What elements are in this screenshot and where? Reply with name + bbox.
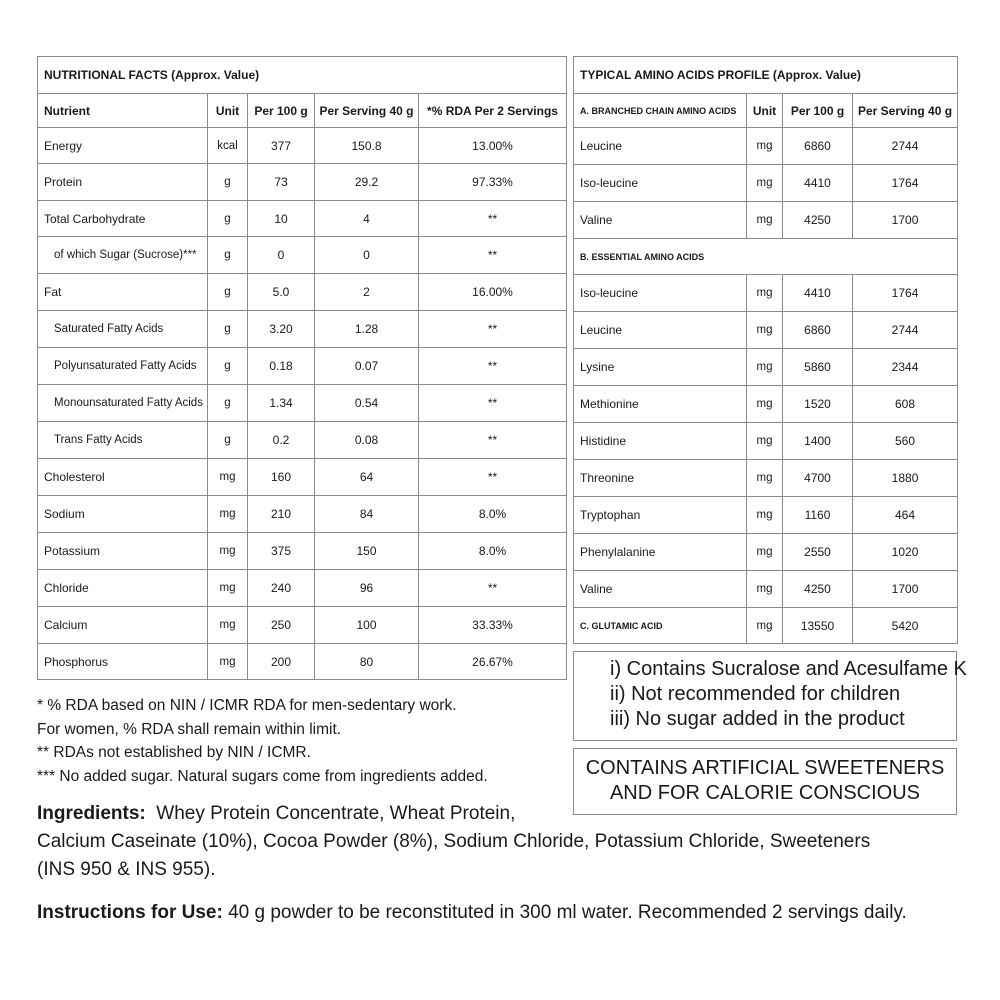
per-serving-cell: 0.54 xyxy=(315,385,419,422)
rda-cell: ** xyxy=(419,570,567,607)
unit-cell: mg xyxy=(747,386,783,423)
ingredients-text: Whey Protein Concentrate, Wheat Protein, xyxy=(156,803,516,824)
amino-acid-name: Histidine xyxy=(574,423,747,460)
table-row xyxy=(574,312,958,349)
per-100g-cell: 6860 xyxy=(783,312,853,349)
per-100g-cell: 160 xyxy=(248,459,315,496)
per-100g-cell: 200 xyxy=(248,644,315,680)
per-100g-cell: 5.0 xyxy=(248,274,315,311)
claim-item: iii) No sugar added in the product xyxy=(610,708,905,730)
per-serving-cell: 2744 xyxy=(853,128,958,165)
table-row xyxy=(38,570,567,607)
amino-acid-name: Leucine xyxy=(574,312,747,349)
nutrition-table-title: NUTRITIONAL FACTS (Approx. Value) xyxy=(38,57,567,94)
rda-cell: 8.0% xyxy=(419,496,567,533)
table-row xyxy=(574,534,958,571)
header-per-100g: Per 100 g xyxy=(783,94,853,128)
per-100g-cell: 1.34 xyxy=(248,385,315,422)
table-row xyxy=(38,385,567,422)
footnote: *** No added sugar. Natural sugars come from ingredients added. xyxy=(37,767,488,785)
table-row xyxy=(38,274,567,311)
rda-cell: 26.67% xyxy=(419,644,567,680)
unit-cell: g xyxy=(208,385,248,422)
amino-acid-name: Iso-leucine xyxy=(574,165,747,202)
nutrient-name: Energy xyxy=(38,128,208,164)
per-serving-cell: 150.8 xyxy=(315,128,419,164)
rda-cell: ** xyxy=(419,237,567,274)
per-100g-cell: 4250 xyxy=(783,571,853,608)
rda-cell: ** xyxy=(419,422,567,459)
per-100g-cell: 6860 xyxy=(783,128,853,165)
instructions-label: Instructions for Use: xyxy=(37,902,223,923)
table-row xyxy=(38,533,567,570)
header-per-100g: Per 100 g xyxy=(248,94,315,128)
amino-acid-name: Leucine xyxy=(574,128,747,165)
amino-acid-name: Valine xyxy=(574,571,747,608)
unit-cell: g xyxy=(208,274,248,311)
instructions-text: 40 g powder to be reconstituted in 300 ml water. Recommended 2 servings daily. xyxy=(228,902,907,923)
amino-acid-name: Threonine xyxy=(574,460,747,497)
rda-cell: ** xyxy=(419,348,567,385)
per-serving-cell: 2744 xyxy=(853,312,958,349)
header-per-serving: Per Serving 40 g xyxy=(853,94,958,128)
per-serving-cell: 0.07 xyxy=(315,348,419,385)
rda-cell: ** xyxy=(419,201,567,237)
per-serving-cell: 96 xyxy=(315,570,419,607)
footnote: For women, % RDA shall remain within limit. xyxy=(37,720,342,738)
table-row xyxy=(38,422,567,459)
per-100g-cell: 4410 xyxy=(783,275,853,312)
per-serving-cell: 64 xyxy=(315,459,419,496)
per-serving-cell: 2344 xyxy=(853,349,958,386)
table-row xyxy=(38,237,567,274)
nutrient-name: Cholesterol xyxy=(38,459,208,496)
per-100g-cell: 13550 xyxy=(783,608,853,644)
table-row xyxy=(38,348,567,385)
per-serving-cell: 84 xyxy=(315,496,419,533)
unit-cell: mg xyxy=(747,571,783,608)
table-row xyxy=(574,497,958,534)
table-row xyxy=(574,275,958,312)
amino-acid-name: Valine xyxy=(574,202,747,239)
warning-line: CONTAINS ARTIFICIAL SWEETENERS xyxy=(585,757,945,779)
per-100g-cell: 4250 xyxy=(783,202,853,239)
nutrient-name: Monounsaturated Fatty Acids xyxy=(38,385,208,422)
unit-cell: mg xyxy=(208,607,248,644)
unit-cell: g xyxy=(208,348,248,385)
per-serving-cell: 1.28 xyxy=(315,311,419,348)
amino-acid-name: Lysine xyxy=(574,349,747,386)
per-serving-cell: 1764 xyxy=(853,275,958,312)
claims-box xyxy=(573,651,967,741)
per-serving-cell: 2 xyxy=(315,274,419,311)
unit-cell: mg xyxy=(747,202,783,239)
nutrient-name: of which Sugar (Sucrose)*** xyxy=(38,237,208,274)
footnote: * % RDA based on NIN / ICMR RDA for men-sedentary work. xyxy=(37,697,457,714)
unit-cell: g xyxy=(208,311,248,348)
per-serving-cell: 150 xyxy=(315,533,419,570)
nutrient-name: Fat xyxy=(38,274,208,311)
per-serving-cell: 464 xyxy=(853,497,958,534)
nutrient-name: Trans Fatty Acids xyxy=(38,422,208,459)
table-row xyxy=(38,644,567,680)
nutrient-name: Total Carbohydrate xyxy=(38,201,208,237)
nutrient-name: Chloride xyxy=(38,570,208,607)
unit-cell: mg xyxy=(747,312,783,349)
per-100g-cell: 1160 xyxy=(783,497,853,534)
section-header-row xyxy=(574,239,958,275)
unit-cell: mg xyxy=(747,423,783,460)
table-row xyxy=(574,460,958,497)
table-row xyxy=(38,201,567,237)
per-100g-cell: 73 xyxy=(248,164,315,201)
nutrient-name: Protein xyxy=(38,164,208,201)
table-row xyxy=(574,165,958,202)
per-100g-cell: 0.2 xyxy=(248,422,315,459)
footnotes xyxy=(37,694,488,788)
per-serving-cell: 4 xyxy=(315,201,419,237)
table-row xyxy=(38,459,567,496)
per-100g-cell: 3.20 xyxy=(248,311,315,348)
unit-cell: mg xyxy=(208,496,248,533)
amino-acid-name: C. GLUTAMIC ACID xyxy=(574,608,747,644)
unit-cell: g xyxy=(208,422,248,459)
per-serving-cell: 1764 xyxy=(853,165,958,202)
header-unit: Unit xyxy=(747,94,783,128)
unit-cell: mg xyxy=(747,165,783,202)
rda-cell: ** xyxy=(419,385,567,422)
table-row xyxy=(38,128,567,164)
rda-cell: 33.33% xyxy=(419,607,567,644)
table-row xyxy=(38,607,567,644)
rda-cell: ** xyxy=(419,311,567,348)
header-unit: Unit xyxy=(208,94,248,128)
unit-cell: mg xyxy=(747,534,783,571)
table-row xyxy=(574,128,958,165)
per-serving-cell: 100 xyxy=(315,607,419,644)
per-serving-cell: 1020 xyxy=(853,534,958,571)
unit-cell: mg xyxy=(747,497,783,534)
per-serving-cell: 1700 xyxy=(853,571,958,608)
rda-cell: 16.00% xyxy=(419,274,567,311)
amino-acid-name: Phenylalanine xyxy=(574,534,747,571)
unit-cell: mg xyxy=(208,459,248,496)
amino-acid-name: Tryptophan xyxy=(574,497,747,534)
table-row xyxy=(574,423,958,460)
unit-cell: mg xyxy=(208,570,248,607)
unit-cell: g xyxy=(208,237,248,274)
rda-cell: ** xyxy=(419,459,567,496)
unit-cell: g xyxy=(208,201,248,237)
per-serving-cell: 1880 xyxy=(853,460,958,497)
instructions-paragraph xyxy=(37,899,977,927)
unit-cell: mg xyxy=(747,608,783,644)
unit-cell: mg xyxy=(747,349,783,386)
table-row xyxy=(38,311,567,348)
unit-cell: mg xyxy=(747,128,783,165)
rda-cell: 13.00% xyxy=(419,128,567,164)
per-100g-cell: 240 xyxy=(248,570,315,607)
per-100g-cell: 0 xyxy=(248,237,315,274)
nutrient-name: Phosphorus xyxy=(38,644,208,680)
per-serving-cell: 0 xyxy=(315,237,419,274)
amino-acid-name: Methionine xyxy=(574,386,747,423)
table-row xyxy=(38,496,567,533)
table-row xyxy=(38,164,567,201)
per-serving-cell: 29.2 xyxy=(315,164,419,201)
claim-item: ii) Not recommended for children xyxy=(610,683,901,705)
table-row xyxy=(574,571,958,608)
per-100g-cell: 0.18 xyxy=(248,348,315,385)
table-row xyxy=(574,386,958,423)
rda-cell: 8.0% xyxy=(419,533,567,570)
per-serving-cell: 80 xyxy=(315,644,419,680)
per-100g-cell: 375 xyxy=(248,533,315,570)
header-rda: *% RDA Per 2 Servings xyxy=(419,94,567,128)
essential-amino-acids-heading: B. ESSENTIAL AMINO ACIDS xyxy=(574,239,958,275)
ingredients-paragraph xyxy=(37,800,967,884)
amino-acid-name: Iso-leucine xyxy=(574,275,747,312)
footnote: ** RDAs not established by NIN / ICMR. xyxy=(37,744,311,761)
unit-cell: g xyxy=(208,164,248,201)
per-serving-cell: 608 xyxy=(853,386,958,423)
unit-cell: mg xyxy=(208,644,248,680)
table-row xyxy=(574,608,958,644)
per-serving-cell: 1700 xyxy=(853,202,958,239)
per-100g-cell: 5860 xyxy=(783,349,853,386)
unit-cell: kcal xyxy=(208,128,248,164)
claim-item: i) Contains Sucralose and Acesulfame K xyxy=(610,658,967,680)
nutrient-name: Sodium xyxy=(38,496,208,533)
per-100g-cell: 377 xyxy=(248,128,315,164)
per-100g-cell: 210 xyxy=(248,496,315,533)
per-serving-cell: 0.08 xyxy=(315,422,419,459)
nutrient-name: Potassium xyxy=(38,533,208,570)
header-per-serving: Per Serving 40 g xyxy=(315,94,419,128)
warning-line: AND FOR CALORIE CONSCIOUS xyxy=(609,782,921,804)
nutrient-name: Polyunsaturated Fatty Acids xyxy=(38,348,208,385)
ingredients-label: Ingredients: xyxy=(37,803,146,824)
per-100g-cell: 1400 xyxy=(783,423,853,460)
header-nutrient: Nutrient xyxy=(38,94,208,128)
per-100g-cell: 4700 xyxy=(783,460,853,497)
unit-cell: mg xyxy=(747,460,783,497)
per-100g-cell: 10 xyxy=(248,201,315,237)
rda-cell: 97.33% xyxy=(419,164,567,201)
per-100g-cell: 250 xyxy=(248,607,315,644)
ingredients-text: (INS 950 & INS 955). xyxy=(37,859,216,880)
table-row xyxy=(574,202,958,239)
nutrition-facts-table xyxy=(37,56,567,680)
per-serving-cell: 560 xyxy=(853,423,958,460)
amino-acids-table xyxy=(573,56,958,644)
per-serving-cell: 5420 xyxy=(853,608,958,644)
header-bcaa: A. BRANCHED CHAIN AMINO ACIDS xyxy=(574,94,747,128)
nutrient-name: Saturated Fatty Acids xyxy=(38,311,208,348)
table-row xyxy=(574,349,958,386)
unit-cell: mg xyxy=(208,533,248,570)
unit-cell: mg xyxy=(747,275,783,312)
per-100g-cell: 2550 xyxy=(783,534,853,571)
nutrient-name: Calcium xyxy=(38,607,208,644)
per-100g-cell: 1520 xyxy=(783,386,853,423)
per-100g-cell: 4410 xyxy=(783,165,853,202)
amino-table-title: TYPICAL AMINO ACIDS PROFILE (Approx. Value) xyxy=(574,57,958,94)
ingredients-text: Calcium Caseinate (10%), Cocoa Powder (8%), Sodium Chloride, Potassium Chloride, Sweeteners xyxy=(37,831,871,852)
